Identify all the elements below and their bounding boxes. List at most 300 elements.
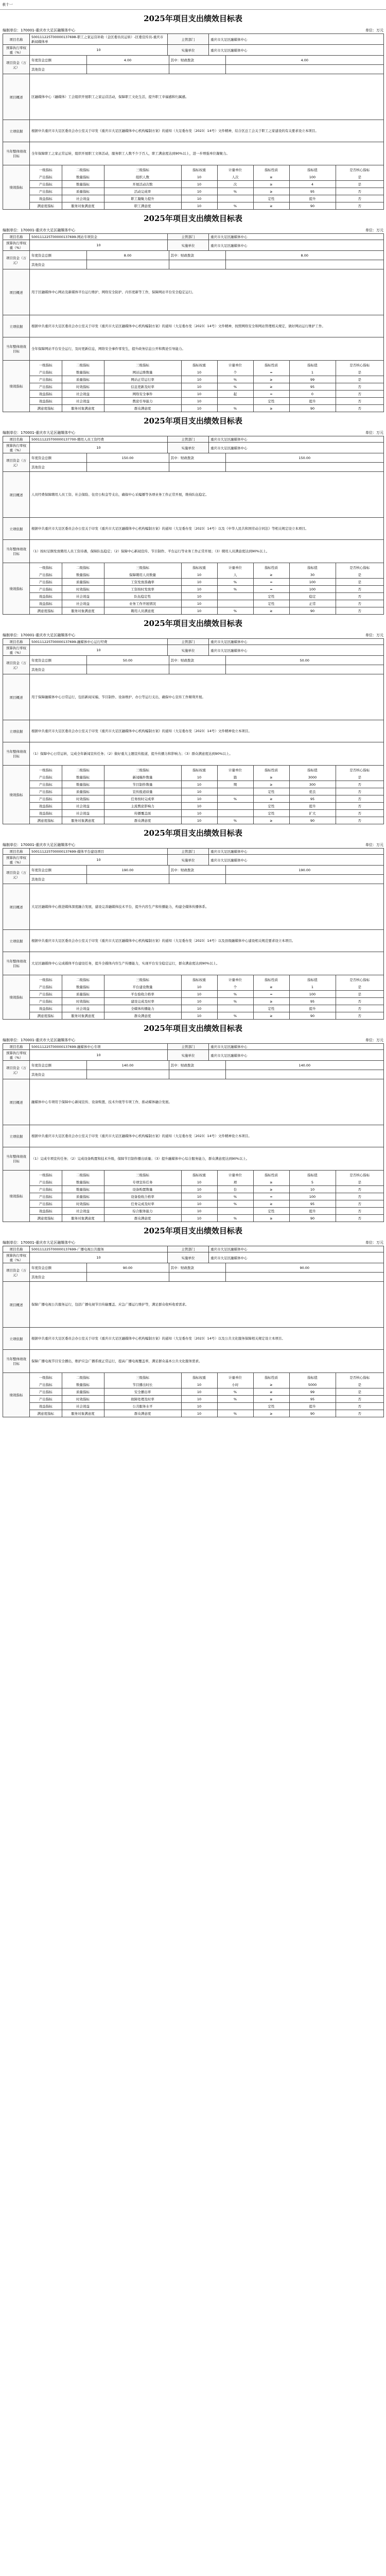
ind-core: 是 [336,571,383,579]
ind-unit [217,1208,253,1215]
ind-weight: 10 [181,1200,217,1208]
basis-label: 立项依据 [3,720,30,742]
target-table [3,436,384,615]
ind-l2: 质量指标 [62,788,104,795]
ind-value: 99 [289,1388,336,1396]
other-label: 其他资金 [30,65,86,74]
ind-value: 正常 [289,600,336,607]
ind-l1: 产出指标 [30,774,62,781]
ind-weight: 10 [181,998,217,1005]
col-op: 指标性质 [253,165,289,174]
exec-unit-label: 实施单位 [168,645,209,656]
ind-l3: 网站运维数量 [104,369,181,376]
other-label: 其他资金 [30,463,86,472]
exec-unit-label: 实施单位 [168,240,209,251]
ind-weight: 10 [181,1388,217,1396]
amount-unit: 单位：万元 [365,28,383,32]
ind-unit: % [217,188,253,195]
ind-op: ≥ [253,781,289,788]
plan-text: 全年保障职工之家正常运转，组织开展职工文体活动，服务职工人数不少于百人，职工满意度达到90%以上，进一步增强单位凝聚力。 [30,142,384,165]
indicator-row [30,803,383,810]
section-title: 2025年项目支出绩效目标表 [144,14,242,23]
col-core: 是否核心指标 [349,977,370,982]
indicator-row [30,781,383,788]
other-value [86,1273,169,1282]
basis-label: 立项依据 [3,518,30,540]
ind-unit: % [217,586,253,593]
exec-unit-value: 重庆市大足区融媒体中心 [209,1050,384,1061]
ind-op: ≥ [253,181,289,188]
indicator-row [30,1381,383,1388]
ind-unit: % [217,998,253,1005]
ind-unit: % [217,1012,253,1020]
ind-value: 100 [289,174,336,181]
ind-core: 是 [336,376,383,383]
indicator-row [30,195,383,202]
ind-core: 否 [336,1403,383,1410]
ind-unit: 人 [217,571,253,579]
ind-op: ≥ [253,817,289,824]
fiscal-label: 其中：财政拨款 [169,56,225,65]
ind-core: 否 [336,1396,383,1403]
plan-text: （1）按时足额发放聘用人员工资待遇，保障队伍稳定；（2）保障中心新闻宣传、节目制作、平台运行等业务工作正常开展；（3）聘用人员满意度达到90%以上。 [30,540,384,563]
project-section [3,412,383,615]
ind-value: 300 [289,781,336,788]
plan-label: 当年整体绩效目标 [3,952,30,975]
ind-value: 100 [289,586,336,593]
indicator-row [30,1179,383,1186]
ind-l1: 产出指标 [30,998,62,1005]
fund-block [30,251,384,269]
ind-core: 是 [336,774,383,781]
indicator-table [30,361,383,412]
indicators-block [30,1171,384,1222]
indicators-block [30,361,384,412]
other-label: 其他资金 [30,260,86,269]
ind-l3: 建设完成及时率 [104,998,181,1005]
exec-unit-label: 实施单位 [168,45,209,56]
ind-unit [217,1403,253,1410]
dept-label: 主管部门 [168,436,209,443]
budget-weight-value: 10 [30,1050,168,1061]
ind-l1: 产出指标 [30,795,62,803]
project-name-value: 500111225T00000137699-广播电视公共服务 [30,1246,168,1252]
col-l2: 二级指标 [62,766,104,774]
ind-op: 定性 [253,788,289,795]
ind-l2: 服务对象满意度 [62,1215,104,1222]
fund-block [30,1061,384,1079]
other-label: 其他资金 [30,1273,86,1282]
fiscal-label: 其中：财政拨款 [169,1263,225,1273]
amount-unit: 单位：万元 [365,1241,383,1245]
ind-op: 定性 [253,398,289,405]
budget-weight-label: 预算执行率权重（%） [3,1050,30,1061]
indicator-row [30,405,383,412]
project-name-value: 500111225T00000137700-聘用人员工资经费 [30,436,168,443]
ind-unit: % [217,1410,253,1417]
dept-label: 主管部门 [168,1246,209,1252]
fund-block [30,1263,384,1282]
indicators-label: 绩效指标 [3,165,30,210]
col-unit: 计量单位 [217,1373,253,1381]
indicator-row [30,188,383,195]
other-value [86,65,169,74]
indicator-row [30,181,383,188]
budget-weight-value: 10 [30,855,168,866]
ind-core: 否 [358,204,361,208]
col-weight: 指标权重 [181,361,217,369]
ind-core: 否 [336,803,383,810]
ind-op: ≥ [253,998,289,1005]
unit-line: 编制单位：170001-重庆市大足区融媒体中心 [3,1241,76,1245]
ind-l1: 效益指标 [30,195,62,202]
ind-weight: 10 [181,405,217,412]
ind-weight: 10 [181,1410,217,1417]
ind-l1: 效益指标 [30,1005,62,1012]
ind-weight: 10 [181,1193,217,1200]
ind-core: 否 [336,788,383,795]
indicator-row [30,1193,383,1200]
ind-l2: 时效指标 [62,1396,104,1403]
ind-l2: 社会效益 [62,398,104,405]
ind-value: 90 [289,817,336,824]
ind-op: 定性 [253,593,289,600]
col-unit: 计量单位 [217,165,253,174]
col-l1: 一级指标 [30,766,62,774]
ind-op: 定性 [253,1005,289,1012]
ind-unit: % [217,1193,253,1200]
ind-l1: 效益指标 [30,1208,62,1215]
overview-label: 项目概述 [3,1282,30,1328]
ind-core: 是 [336,579,383,586]
fund-block [30,656,384,674]
indicator-row [30,383,383,391]
indicator-row [30,391,383,398]
ind-op: ≥ [253,383,289,391]
other-label: 其他资金 [30,665,86,674]
fund-label: 项目资金（万元） [3,1061,30,1079]
ind-l3: 网络安全事件 [104,391,181,398]
basis-text: 根据中共重庆市大足区委员会办公室关于印发《重庆市大足区融媒体中心机构编制方案》的通知（大足委办发〔2023〕14号）以及《中华人民共和国劳动合同法》等相关规定设立本项目。 [30,518,384,540]
ind-value: 95 [289,795,336,803]
ind-op: = [253,391,289,398]
budget-weight-label: 预算执行率权重（%） [3,1252,30,1263]
ind-l3: 聘用人员满意度 [104,607,181,615]
dept-value: 重庆市大足区融媒体中心 [209,639,384,645]
ind-op: ≥ [253,174,289,181]
indicators-label: 绩效指标 [3,1373,30,1417]
ind-l2: 质量指标 [62,376,104,383]
annual-value: 190.00 [86,866,169,875]
col-l1: 一级指标 [30,563,62,571]
ind-core: 否 [336,398,383,405]
ind-value: 90 [289,607,336,615]
indicator-row [30,579,383,586]
indicators-label: 绩效指标 [3,1171,30,1222]
ind-l3: 组织人数 [104,174,181,181]
ind-value: 1 [289,984,336,991]
ind-l2: 数量指标 [62,571,104,579]
ind-op: ≥ [253,795,289,803]
ind-weight: 10 [181,991,217,998]
ind-op: = [253,991,289,998]
ind-l1: 产出指标 [30,1186,62,1193]
indicator-row [30,1012,383,1020]
ind-value: 提升 [289,195,336,202]
ind-op: ≥ [253,376,289,383]
indicator-row [30,991,383,998]
dept-value: 重庆市大足区融媒体中心 [209,234,384,240]
indicator-table [30,165,383,209]
ind-unit: % [217,579,253,586]
annual-value: 90.00 [86,1263,169,1273]
budget-weight-value: 10 [30,645,168,656]
indicator-row [30,810,383,817]
col-value: 指标值 [289,361,336,369]
ind-l3: 保障聘用人员数量 [104,571,181,579]
col-value: 指标值 [289,766,336,774]
ind-l2: 社会效益 [62,593,104,600]
exec-unit-value: 重庆市大足区融媒体中心 [209,855,384,866]
ind-l2: 时效指标 [62,795,104,803]
ind-l1: 产出指标 [30,1388,62,1396]
ind-weight: 10 [181,1396,217,1403]
ind-op: ≥ [253,1012,289,1020]
fund-table [30,453,383,471]
ind-unit: % [217,1215,253,1222]
ind-unit: 台 [217,1186,253,1193]
ind-l2: 服务对象满意度 [62,202,104,210]
col-core: 是否核心指标 [349,1375,370,1380]
basis-text: 根据中共重庆市大足区委员会办公室关于印发《重庆市大足区融媒体中心机构编制方案》的通知（大足委办发〔2023〕14号）文件精神，结合区总工会关于职工之家建设的有关要求设立本项目。 [30,120,384,142]
ind-l1: 效益指标 [30,600,62,607]
ind-core: 否 [358,1216,361,1221]
ind-l1: 满意度指标 [30,405,62,412]
ind-value: 90 [289,1410,336,1417]
plan-label: 当年整体绩效目标 [3,1350,30,1373]
ind-l3: 职工满意度 [104,202,181,210]
sections-container [0,10,386,1417]
ind-l2: 数量指标 [62,174,104,181]
ind-l2: 数量指标 [62,1179,104,1186]
fund-block [30,866,384,884]
ind-weight: 10 [181,174,217,181]
ind-l1: 满意度指标 [30,202,62,210]
ind-core: 是 [336,174,383,181]
ind-l3: 节目播出时长 [104,1381,181,1388]
ind-l2: 社会效益 [62,391,104,398]
ind-l1: 效益指标 [30,398,62,405]
ind-value: 优良 [289,788,336,795]
dept-value: 重庆市大足区融媒体中心 [209,436,384,443]
project-name-label: 项目名称 [3,34,30,45]
ind-core: 否 [336,1208,383,1215]
target-table [3,638,384,824]
fund-label: 项目资金（万元） [3,1263,30,1282]
ind-op: ≥ [253,188,289,195]
other-value [86,1070,169,1079]
ind-unit [217,195,253,202]
indicator-row [30,1403,383,1410]
annual-label: 年度资金总额 [30,1263,86,1273]
ind-op: ≥ [253,984,289,991]
indicator-row [30,369,383,376]
overview-label: 项目概述 [3,472,30,518]
indicator-row [30,774,383,781]
ind-weight: 10 [181,181,217,188]
fund-label: 项目资金（万元） [3,251,30,269]
fiscal-value: 90.00 [225,1263,383,1273]
project-section [3,1222,383,1417]
ind-unit [217,1005,253,1012]
unit-line: 编制单位：170001-重庆市大足区融媒体中心 [3,28,76,32]
annual-value: 4.00 [86,56,169,65]
amount-unit: 单位：万元 [365,228,383,232]
ind-l1: 产出指标 [30,1396,62,1403]
col-value: 指标值 [289,1171,336,1179]
ind-l2: 数量指标 [62,1381,104,1388]
ind-core: 否 [336,600,383,607]
ind-l3: 群众满意度 [104,405,181,412]
ind-unit: % [217,1388,253,1396]
ind-value: 3000 [289,774,336,781]
col-value: 指标值 [289,975,336,984]
meta-row [3,430,383,436]
fund-table [30,866,383,884]
fiscal-label: 其中：财政拨款 [169,866,225,875]
other-value [86,260,169,269]
ind-l2: 数量指标 [62,369,104,376]
col-op: 指标性质 [253,1373,289,1381]
project-name-value: 500111225T00000137699-融媒体中心专项 [30,1044,168,1050]
ind-l1: 效益指标 [30,593,62,600]
plan-text: （1）保障中心日常运转，完成全年新闻宣传任务；（2）做好重大主题宣传报道，提升传播力和影响力；（3）群众满意度达到90%以上。 [30,742,384,766]
col-unit: 计量单位 [217,563,253,571]
col-l2: 二级指标 [62,1373,104,1381]
target-table [3,33,384,210]
overview-text: 融媒体中心专项用于保障中心新闻宣传、设备购置、技术升级等专项工作，推动媒体融合发展。 [30,1079,384,1125]
exec-unit-label: 实施单位 [168,1252,209,1263]
ind-l2: 质量指标 [62,991,104,998]
basis-text: 根据中共重庆市大足区委员会办公室关于印发《重庆市大足区融媒体中心机构编制方案》的通知（大足委办发〔2023〕14号）以及县级融媒体中心建设相关规范要求设立本项目。 [30,930,384,952]
ind-l3: 平台建设数量 [104,984,181,991]
ind-l1: 满意度指标 [30,817,62,824]
ind-op: 定性 [253,1403,289,1410]
col-l2: 二级指标 [62,563,104,571]
dept-label: 主管部门 [168,34,209,45]
ind-l1: 产出指标 [30,188,62,195]
basis-text: 根据中共重庆市大足区委员会办公室关于印发《重庆市大足区融媒体中心机构编制方案》的通知（大足委办发〔2023〕14号）文件精神设立本项目。 [30,720,384,742]
indicator-row [30,1388,383,1396]
ind-weight: 10 [181,586,217,593]
indicators-label: 绩效指标 [3,975,30,1020]
other-value [86,463,169,472]
indicator-table [30,1171,383,1222]
ind-value: 100 [289,579,336,586]
ind-value: 100 [289,1193,336,1200]
dept-label: 主管部门 [168,234,209,240]
ind-core: 否 [336,1193,383,1200]
basis-label: 立项依据 [3,930,30,952]
indicators-block [30,563,384,615]
ind-core: 否 [336,1186,383,1193]
other-value [86,665,169,674]
indicator-row [30,202,383,210]
ind-unit [217,398,253,405]
ind-value: 5000 [289,1381,336,1388]
section-title: 2025年项目支出绩效目标表 [144,619,242,628]
indicator-row [30,984,383,991]
ind-l2: 社会效益 [62,1403,104,1410]
fund-table [30,656,383,674]
ind-l3: 平台验收合格率 [104,991,181,998]
ind-value: 95 [289,383,336,391]
ind-op: 定性 [253,803,289,810]
ind-unit: 人次 [217,174,253,181]
overview-label: 项目概述 [3,269,30,315]
plan-label: 当年整体绩效目标 [3,1147,30,1171]
ind-l2: 质量指标 [62,1388,104,1396]
col-l2: 二级指标 [62,165,104,174]
ind-value: 1 [289,369,336,376]
ind-l3: 活动完成率 [104,188,181,195]
amount-unit: 单位：万元 [365,843,383,847]
col-core: 是否核心指标 [349,167,370,172]
ind-l2: 质量指标 [62,579,104,586]
project-section [3,1020,383,1222]
overview-label: 项目概述 [3,674,30,720]
ind-core: 是 [336,1381,383,1388]
overview-text: 保障广播电视公共服务运行，包括广播电视节目传输覆盖、应急广播运行维护等，满足群众收听收看需求。 [30,1282,384,1328]
ind-l2: 数量指标 [62,181,104,188]
overview-text: 用于区融媒体中心网站及新媒体平台运行维护、网络安全防护、内容更新等工作，保障网站平台安全稳定运行。 [30,269,384,315]
ind-value: 90 [289,405,336,412]
ind-l3: 网站正常运行率 [104,376,181,383]
indicator-row [30,398,383,405]
indicator-row [30,788,383,795]
ind-value: 95 [289,1396,336,1403]
budget-weight-value: 10 [30,240,168,251]
ind-l3: 节目制作数量 [104,781,181,788]
col-op: 指标性质 [253,563,289,571]
annual-label: 年度资金总额 [30,453,86,463]
ind-unit: % [217,795,253,803]
ind-value: 提升 [289,803,336,810]
other-label: 其他资金 [30,1070,86,1079]
ind-l3: 舆论引导能力 [104,398,181,405]
meta-row [3,1240,383,1246]
ind-l2: 数量指标 [62,984,104,991]
section-title: 2025年项目支出绩效目标表 [144,828,242,838]
ind-l3: 故障处理及时率 [104,1396,181,1403]
col-value: 指标值 [289,165,336,174]
ind-l3: 开展活动次数 [104,181,181,188]
amount-unit: 单位：万元 [365,633,383,637]
ind-core: 是 [336,369,383,376]
ind-weight: 10 [181,376,217,383]
indicator-row [30,1186,383,1193]
annual-value: 50.00 [86,656,169,665]
plan-text: （1）完成专项宣传任务；（2）完成设备购置和技术升级，保障节目制作播出质量；（3）提升融媒体中心综合服务能力，群众满意度达到90%以上。 [30,1147,384,1171]
indicator-row [30,998,383,1005]
ind-l2: 时效指标 [62,586,104,593]
ind-value: 100 [289,991,336,998]
fiscal-value: 190.00 [225,866,383,875]
ind-weight: 10 [181,391,217,398]
ind-unit: 篇 [217,774,253,781]
fiscal-label: 其中：财政拨款 [169,453,225,463]
fiscal-value: 50.00 [225,656,383,665]
